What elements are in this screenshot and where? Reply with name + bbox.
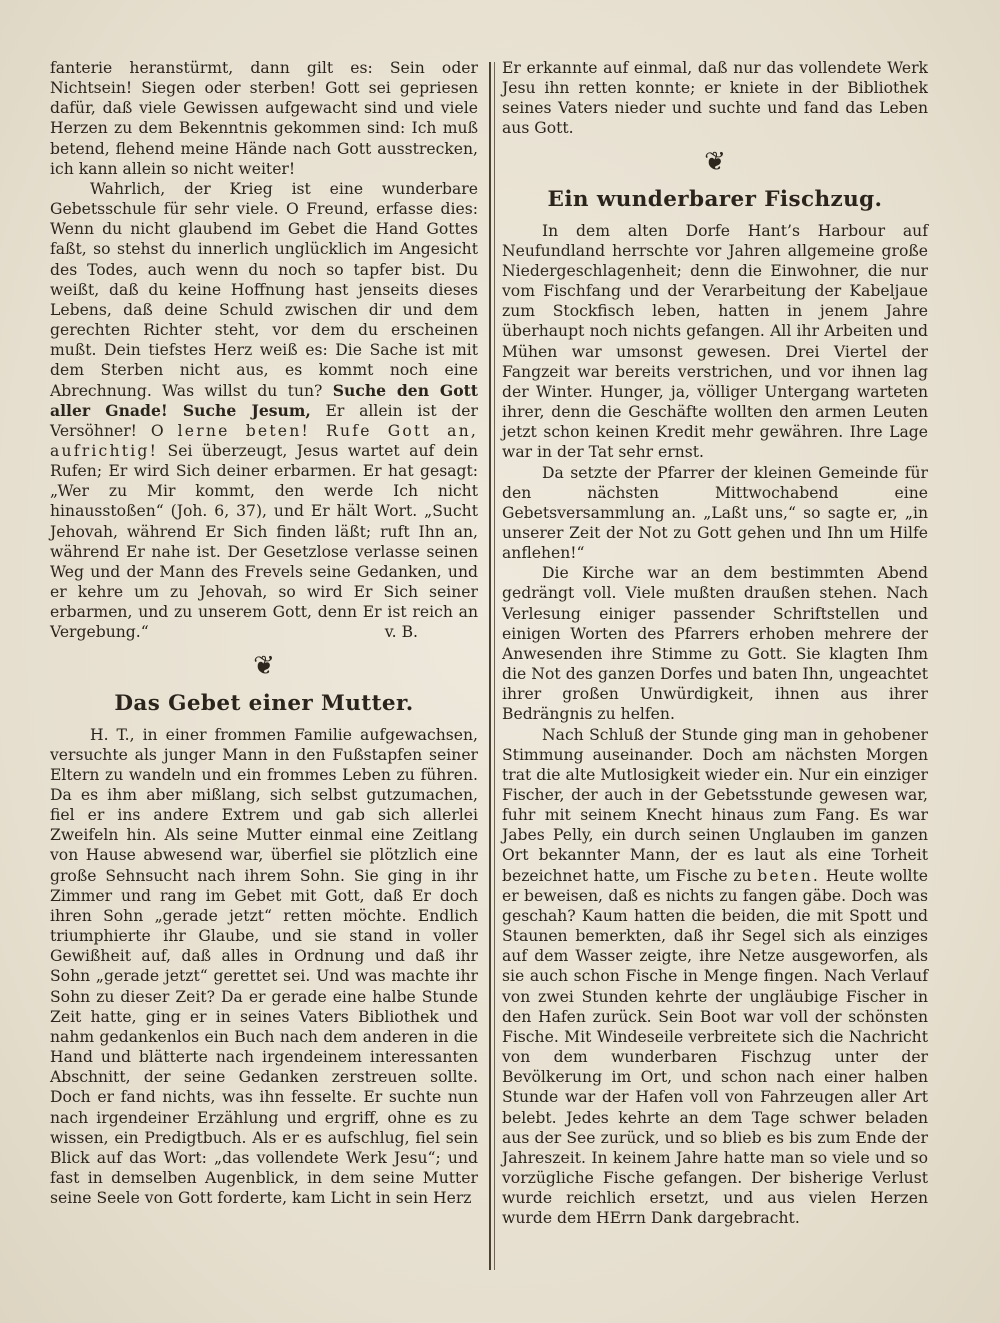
spaced-emphasis-learn-to-pray: lerne beten! Rufe Gott an, aufrichtig! [50, 421, 478, 460]
paragraph-war-prayer-intro: fanterie heranstürmt, dann gilt es: Sein oder Nichtsein! Siegen oder sterben! Gott sei gepriesen dafür, daß viele Gewissen aufgewacht sind und viele Herzen zu dem Bekenntnis gekommen sind: Ich muß betend, flehend meine Hände nach Gott ausstrecken, ich kann allein so nicht weiter! [50, 59, 478, 178]
paragraph-church-full: Die Kirche war an dem bestimmten Abend gedrängt voll. Viele mußten draußen stehen. Nach Verlesung einiger passender Schriftstellen und einigen Worten des Pfarrers erhoben mehrere der Anwesenden ihre Stimme zu Gott. Sie klagten Ihm die Not des ganzen Dorfes und baten Ihn, ungeachtet ihrer großen Unwürdigkeit, ihnen aus ihrer Bedrängnis zu helfen. [502, 564, 928, 724]
left-column [50, 58, 478, 1208]
paragraph-mothers-prayer-end: Er erkannte auf einmal, daß nur das vollendete Werk Jesu ihn retten konnte; er kniete in der Bibliothek seines Vaters nieder und suchte und fand das Leben aus Gott. [502, 59, 928, 138]
spaced-emphasis-pray: beten. [757, 866, 821, 885]
paragraph-text: Wahrlich, der Krieg ist eine wunderbare Gebetsschule für sehr viele. O Freund, erfasse dies: Wenn du nicht glaubend im Gebet die Hand Gottes faßt, so stehst du innerlich unglücklich im Angesicht des Todes, auch wenn du noch so tapfer bist. Du weißt, daß du keine Hoffnung hast jenseits dieses Lebens, daß deine Schuld zwischen dir und dem gerechten Richter steht, vor dem du erscheinen mußt. Dein tiefstes Herz weiß es: Die Sache ist mit dem Sterben nicht aus, es kommt noch eine Abrechnung. Was willst du tun? [50, 179, 478, 400]
article-title-mothers-prayer: Das Gebet einer Mutter. [114, 690, 414, 716]
fleuron-ornament-icon: ❦ [704, 146, 726, 177]
column-divider-inner [494, 62, 495, 1270]
article-title-fishing: Ein wunderbarer Fischzug. [547, 186, 883, 212]
author-signature: v. B. [384, 623, 418, 642]
paragraph-text: Nach Schluß der Stunde ging man in gehobener Stimmung auseinander. Doch am nächsten Morgen trat die alte Mutlosigkeit wieder ein. Nur ein einziger Fischer, der auch in der Gebetsstunde gewesen war, fuhr mit seinem Knecht hinaus zum Fang. Es war Jabes Pelly, ein durch seinen Unglauben im ganzen Ort bekannter Mann, der es laut als eine Torheit bezeichnet hatte, um Fische zu [502, 725, 928, 885]
paragraph-text: Sei überzeugt, Jesus wartet auf dein Rufen; Er wird Sich deiner erbarmen. Er hat gesagt: „Wer zu Mir kommt, den werde Ich nicht hinausstoßen“ (Joh. 6, 37), und Er hält Wort. „Sucht Jehovah, während Er Sich finden läßt; ruft Ihn an, während Er nahe ist. Der Gesetzlose verlasse seinen Weg und der Mann des Frevels seine Gedanken, und er kehre um zu Jehovah, so wird Er Sich seiner erbarmen, und zu unserem Gott, denn Er ist reich an Vergebung.“ [50, 441, 478, 642]
paragraph-hants-harbour: In dem alten Dorfe Hant’s Harbour auf Neufundland herrschte vor Jahren allgemeine große Niedergeschlagenheit; denn die Einwohner, die nur vom Fischfang und der Verarbeitung der Kabeljaue zum Stockfisch leben, hatten in jenem Jahre überhaupt noch nichts gefangen. All ihr Arbeiten und Mühen war umsonst gewesen. Drei Viertel der Fangzeit war bereits verstrichen, und vor ihnen lag der Winter. Hunger, ja, völliger Untergang warteten ihrer, denn die Geschäfte wollten den armen Leuten jetzt schon keinen Kredit mehr gewähren. Ihre Lage war in der Tat sehr ernst. [502, 221, 928, 462]
column-divider [489, 62, 491, 1270]
paragraph-text: Heute wollte er beweisen, daß es nichts zu fangen gäbe. Doch was geschah? Kaum hatten die beiden, die mit Spott und Staunen bemerkten, daß ihr Segel sich als einziges auf dem Wasser zeigte, ihre Netze ausgeworfen, als sie auch schon Fische in Menge fingen. Nach Verlauf von zwei Stunden kehrte der ungläubige Fischer in den Hafen zurück. Sein Boot war voll der schönsten Fische. Mit Windeseile verbreitete sich die Nachricht von dem wunderbaren Fischzug unter der Bevölkerung im Ort, und schon nach einer halben Stunde war der Hafen voll von Fahrzeugen aller Art belebt. Jedes kehrte an dem Tage schwer beladen aus der See zurück, und so blieb es bis zum Ende der Jahreszeit. In keinem Jahre hatte man so viele und so vorzügliche Fische gefangen. Der bisherige Verlust wurde reichlich ersetzt, und aus vielen Herzen wurde dem HErrn Dank dargebracht. [502, 866, 928, 1228]
paragraph-mothers-prayer: H. T., in einer frommen Familie aufgewachsen, versuchte als junger Mann in den Fußstapfen seiner Eltern zu wandeln und ein frommes Leben zu führen. Da es ihm aber mißlang, sich selbst gutzumachen, fiel er ins andere Extrem und gab sich allerlei Zweifeln hin. Als seine Mutter einmal eine Zeitlang von Hause abwesend war, überfiel sie plötzlich eine große Sehnsucht nach ihrem Sohn. Sie ging in ihr Zimmer und rang im Gebet mit Gott, daß Er doch ihren Sohn „gerade jetzt“ retten möchte. Endlich triumphierte ihr Glaube, und sie stand in voller Gewißheit auf, daß alles in Ordnung und daß ihr Sohn „gerade jetzt“ gerettet sei. Und was machte ihr Sohn zu dieser Zeit? Da er gerade eine halbe Stunde Zeit hatte, ging er in seines Vaters Bibliothek und nahm gedankenlos ein Buch nach dem anderen in die Hand und blätterte nach irgendeinem interessanten Abschnitt, der seine Gedanken zerstreuen sollte. Doch er fand nichts, was ihn fesselte. Er suchte nun nach irgendeiner Erzählung und ergriff, ohne es zu wissen, ein Predigtbuch. Als er es aufschlug, fiel sein Blick auf das Wort: „das vollendete Werk Jesu“; und fast in demselben Augenblick, in dem seine Mutter seine Seele von Gott forderte, kam Licht in sein Herz [50, 725, 478, 1208]
paragraph-war-school-of-prayer [50, 179, 478, 643]
paragraph-miraculous-catch [502, 725, 928, 1229]
emphasis-seek-god: Suche den Gott aller Gnade! Suche Jesum, [50, 380, 479, 420]
right-column [502, 58, 928, 1228]
fleuron-ornament-icon: ❦ [253, 650, 275, 681]
paragraph-prayer-meeting: Da setzte der Pfarrer der kleinen Gemeinde für den nächsten Mittwochabend eine Gebetsversammlung an. „Laßt uns,“ so sagte er, „in unserer Zeit der Not zu Gott gehen und Ihn um Hilfe anflehen!“ [502, 463, 928, 563]
paragraph-text: Er allein ist der Versöhner! O [50, 401, 478, 440]
